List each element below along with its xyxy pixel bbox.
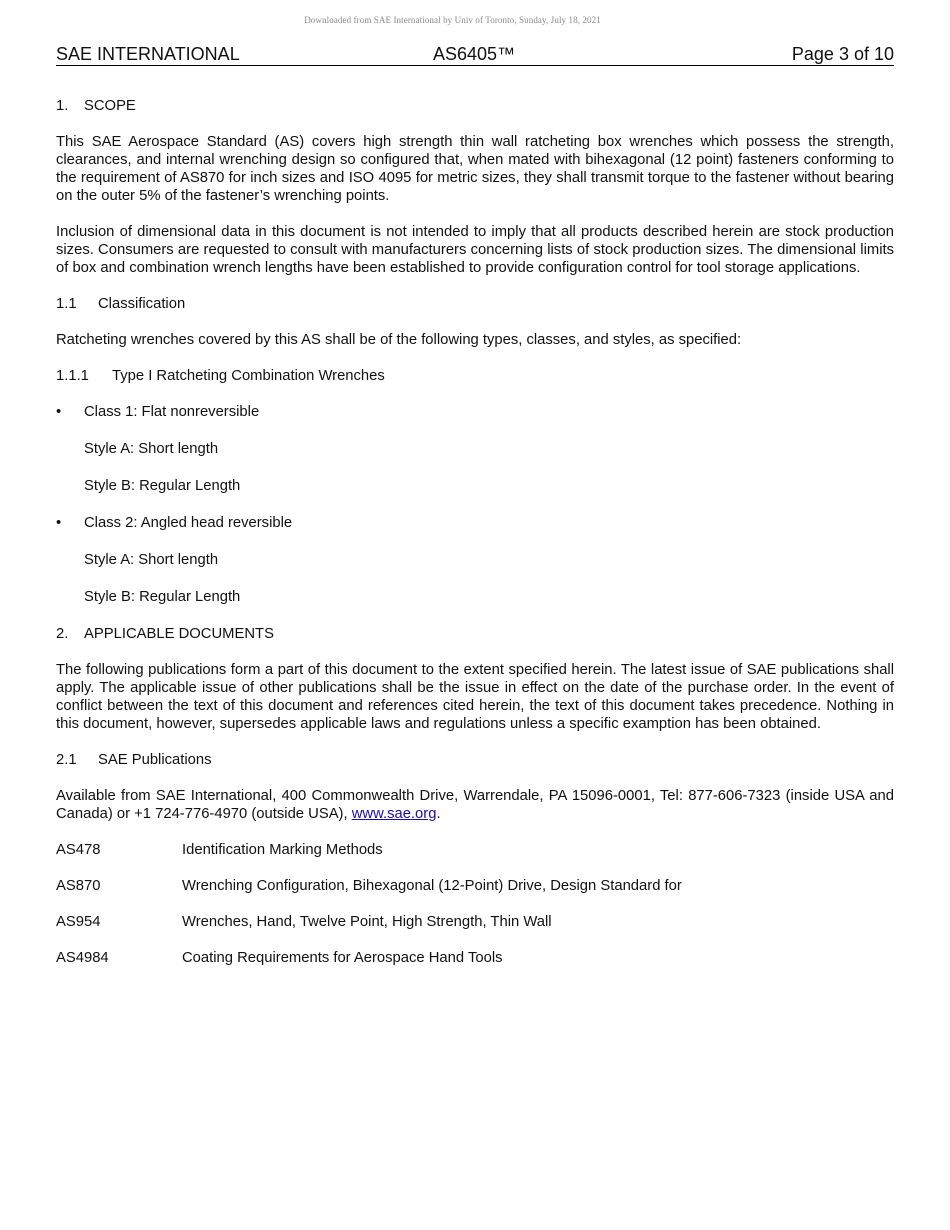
section-2-heading: [56, 625, 894, 643]
section-title: Classification: [98, 296, 186, 312]
section-number: 2.: [56, 626, 69, 642]
reference-row: [56, 949, 894, 967]
document-body: [56, 97, 894, 985]
list-item-class-2: [56, 514, 894, 532]
style-item: Style A: Short length: [84, 441, 219, 457]
reference-code: AS478: [56, 842, 101, 858]
header-doc-id: AS6405™: [433, 44, 516, 64]
section-1-1-heading: [56, 295, 894, 313]
reference-row: [56, 877, 894, 895]
reference-title: Identification Marking Methods: [182, 842, 383, 858]
availability-text-end: .: [436, 806, 441, 822]
reference-title: Coating Requirements for Aerospace Hand Tools: [182, 950, 503, 966]
sae-availability-paragraph: [56, 787, 894, 823]
list-item-class-1: [56, 403, 894, 421]
section-title: APPLICABLE DOCUMENTS: [84, 626, 274, 642]
section-title: Type I Ratcheting Combination Wrenches: [112, 368, 385, 384]
reference-row: [56, 913, 894, 931]
section-1-heading: [56, 97, 894, 115]
class-label: Class 1: Flat nonreversible: [84, 404, 260, 420]
bullet-icon: •: [56, 515, 62, 531]
reference-code: AS954: [56, 914, 101, 930]
sae-website-link[interactable]: www.sae.org: [351, 806, 437, 822]
reference-title: Wrenches, Hand, Twelve Point, High Strength, Thin Wall: [182, 914, 552, 930]
class-label: Class 2: Angled head reversible: [84, 515, 293, 531]
section-title: SAE Publications: [98, 752, 212, 768]
download-watermark: Downloaded from SAE International by Univ of Toronto, Sunday, July 18, 2021: [304, 15, 601, 25]
style-item: Style B: Regular Length: [84, 478, 241, 494]
section-number: 1.1.1: [56, 368, 89, 384]
section-number: 1.: [56, 98, 69, 114]
availability-text: Available from SAE International, 400 Commonwealth Drive, Warrendale, PA 15096-0001, Tel: 877-606-7323 (inside USA and Canada) or +1 724-776-4970 (outside USA),: [56, 788, 894, 822]
style-item: Style A: Short length: [84, 552, 219, 568]
reference-row: [56, 841, 894, 859]
reference-code: AS4984: [56, 950, 109, 966]
header-page-number: Page 3 of 10: [791, 44, 894, 64]
section-number: 1.1: [56, 296, 77, 312]
scope-paragraph-1: This SAE Aerospace Standard (AS) covers high strength thin wall ratcheting box wrenches which possess the strength, clearances, and internal wrenching design so configured that, when mated with bihexagonal (12 point) fasteners conforming to the requirement of AS870 for inch sizes and ISO 4095 for metric sizes, they shall transmit torque to the fastener without bearing on the outer 5% of the fastener’s wrenching points.: [56, 134, 894, 204]
section-2-1-heading: [56, 751, 894, 769]
scope-paragraph-2: Inclusion of dimensional data in this document is not intended to imply that all products described herein are stock production sizes. Consumers are requested to consult with manufacturers concerning lists of stock production sizes. The dimensional limits of box and combination wrench lengths have been established to provide configuration control for tool storage applications.: [56, 224, 894, 276]
applicable-documents-paragraph: The following publications form a part of this document to the extent specified herein. The latest issue of SAE publications shall apply. The applicable issue of other publications shall be the issue in effect on the date of the purchase order. In the event of conflict between the text of this document and references cited herein, the text of this document takes precedence. Nothing in this document, however, supersedes applicable laws and regulations unless a specific examption has been obtained.: [56, 662, 894, 732]
section-number: 2.1: [56, 752, 77, 768]
page-header: [56, 43, 894, 66]
section-1-1-1-heading: [56, 367, 894, 385]
style-item: Style B: Regular Length: [84, 589, 241, 605]
reference-code: AS870: [56, 878, 101, 894]
section-title: SCOPE: [84, 98, 136, 114]
header-org: SAE INTERNATIONAL: [56, 44, 240, 64]
bullet-icon: •: [56, 404, 62, 420]
reference-title: Wrenching Configuration, Bihexagonal (12-Point) Drive, Design Standard for: [182, 878, 682, 894]
classification-paragraph: Ratcheting wrenches covered by this AS shall be of the following types, classes, and styles, as specified:: [56, 332, 742, 348]
